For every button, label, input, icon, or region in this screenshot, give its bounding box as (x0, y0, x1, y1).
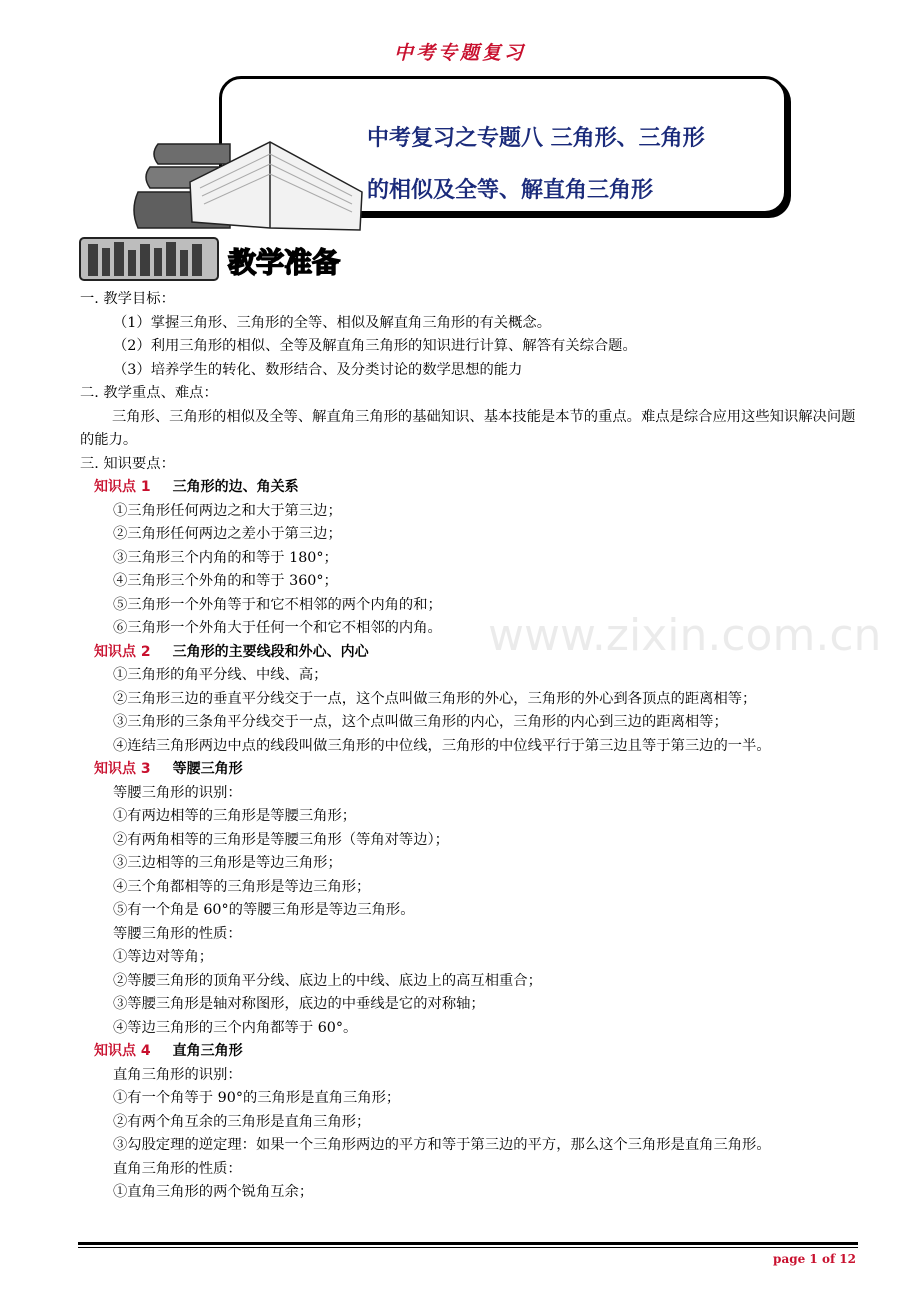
document-body (80, 288, 860, 1205)
subheading: 直角三角形的识别： (113, 1066, 242, 1083)
section-banner (78, 236, 348, 284)
knowledge-point-label: 知识点 2 (94, 643, 151, 660)
list-item: （1）掌握三角形、三角形的全等、相似及解直角三角形的有关概念。 (113, 314, 551, 331)
title-line-2: 的相似及全等、解直角三角形 (367, 177, 654, 203)
watermark: www.zixin.com.cn (488, 610, 882, 661)
knowledge-point-label: 知识点 1 (94, 479, 151, 495)
knowledge-point-title: 三角形的主要线段和外心、内心 (172, 643, 369, 660)
list-item: ⑥三角形一个外角大于任何一个和它不相邻的内角。 (113, 620, 442, 636)
list-item: ①直角三角形的两个锐角互余； (113, 1184, 314, 1200)
knowledge-point-label: 知识点 4 (94, 1043, 151, 1059)
footer-rule (78, 1242, 858, 1245)
list-item: ④连结三角形两边中点的线段叫做三角形的中位线，三角形的中位线平行于第三边且等于第三边的一半。 (113, 737, 771, 754)
knowledge-point-2 (80, 641, 860, 665)
paragraph: 三角形、三角形的相似及全等、解直角三角形的基础知识、基本技能是本节的重点。难点是综合应用这些知识解决问题的能力。 (80, 408, 856, 448)
list-item: ①有两边相等的三角形是等腰三角形； (113, 808, 357, 824)
subheading: 等腰三角形的识别： (113, 784, 242, 801)
list-item: ②有两角相等的三角形是等腰三角形（等角对等边）； (113, 831, 449, 848)
knowledge-point-3 (80, 758, 860, 782)
footer-rule (78, 1247, 858, 1248)
heading-key-points: 二. 教学重点、难点： (80, 385, 218, 401)
list-item: ③三角形三个内角的和等于 180°； (113, 549, 338, 566)
knowledge-point-label: 知识点 3 (94, 761, 151, 777)
knowledge-point-4 (80, 1040, 860, 1064)
list-item: ④三角形三个外角的和等于 360°； (113, 573, 338, 589)
knowledge-point-title: 直角三角形 (172, 1043, 243, 1059)
list-item: ①有一个角等于 90°的三角形是直角三角形； (113, 1090, 401, 1106)
subheading: 等腰三角形的性质： (113, 925, 242, 942)
header-tag: 中考专题复习 (393, 42, 526, 64)
heading-knowledge: 三. 知识要点： (80, 455, 175, 472)
list-item: （3）培养学生的转化、数形结合、及分类讨论的数学思想的能力 (113, 361, 523, 378)
list-item: ①等边对等角； (113, 949, 214, 965)
books-icon (130, 132, 370, 232)
list-item: ②等腰三角形的顶角平分线、底边上的中线、底边上的高互相重合； (113, 972, 542, 989)
list-item: ②三角形任何两边之差小于第三边； (113, 526, 342, 542)
subheading: 直角三角形的性质： (113, 1160, 242, 1177)
title-line-1: 中考复习之专题八 三角形、三角形 (367, 125, 705, 151)
list-item: ③三角形的三条角平分线交于一点，这个点叫做三角形的内心，三角形的内心到三边的距离相等； (113, 714, 728, 730)
heading-objectives: 一. 教学目标： (80, 291, 175, 307)
knowledge-point-title: 等腰三角形 (172, 761, 243, 777)
list-item: ⑤有一个角是 60°的等腰三角形是等边三角形。 (113, 902, 415, 918)
section-banner-label: 教学准备 (228, 246, 341, 279)
list-item: ③勾股定理的逆定理：如果一个三角形两边的平方和等于第三边的平方，那么这个三角形是直角三角形。 (113, 1137, 771, 1153)
knowledge-point-1 (80, 476, 860, 500)
list-item: （2）利用三角形的相似、全等及解直角三角形的知识进行计算、解答有关综合题。 (113, 338, 637, 354)
list-item: ④等边三角形的三个内角都等于 60°。 (113, 1019, 358, 1036)
list-item: ①三角形任何两边之和大于第三边； (113, 502, 342, 519)
list-item: ③三边相等的三角形是等边三角形； (113, 855, 342, 871)
knowledge-point-title: 三角形的边、角关系 (172, 479, 299, 495)
page-number: page 1 of 12 (773, 1252, 856, 1266)
list-item: ①三角形的角平分线、中线、高； (113, 667, 328, 683)
list-item: ③等腰三角形是轴对称图形，底边的中垂线是它的对称轴； (113, 996, 485, 1012)
list-item: ⑤三角形一个外角等于和它不相邻的两个内角的和； (113, 596, 442, 613)
list-item: ②三角形三边的垂直平分线交于一点，这个点叫做三角形的外心，三角形的外心到各顶点的距离相等； (113, 690, 757, 707)
list-item: ④三个角都相等的三角形是等边三角形； (113, 878, 371, 895)
list-item: ②有两个角互余的三角形是直角三角形； (113, 1113, 371, 1130)
